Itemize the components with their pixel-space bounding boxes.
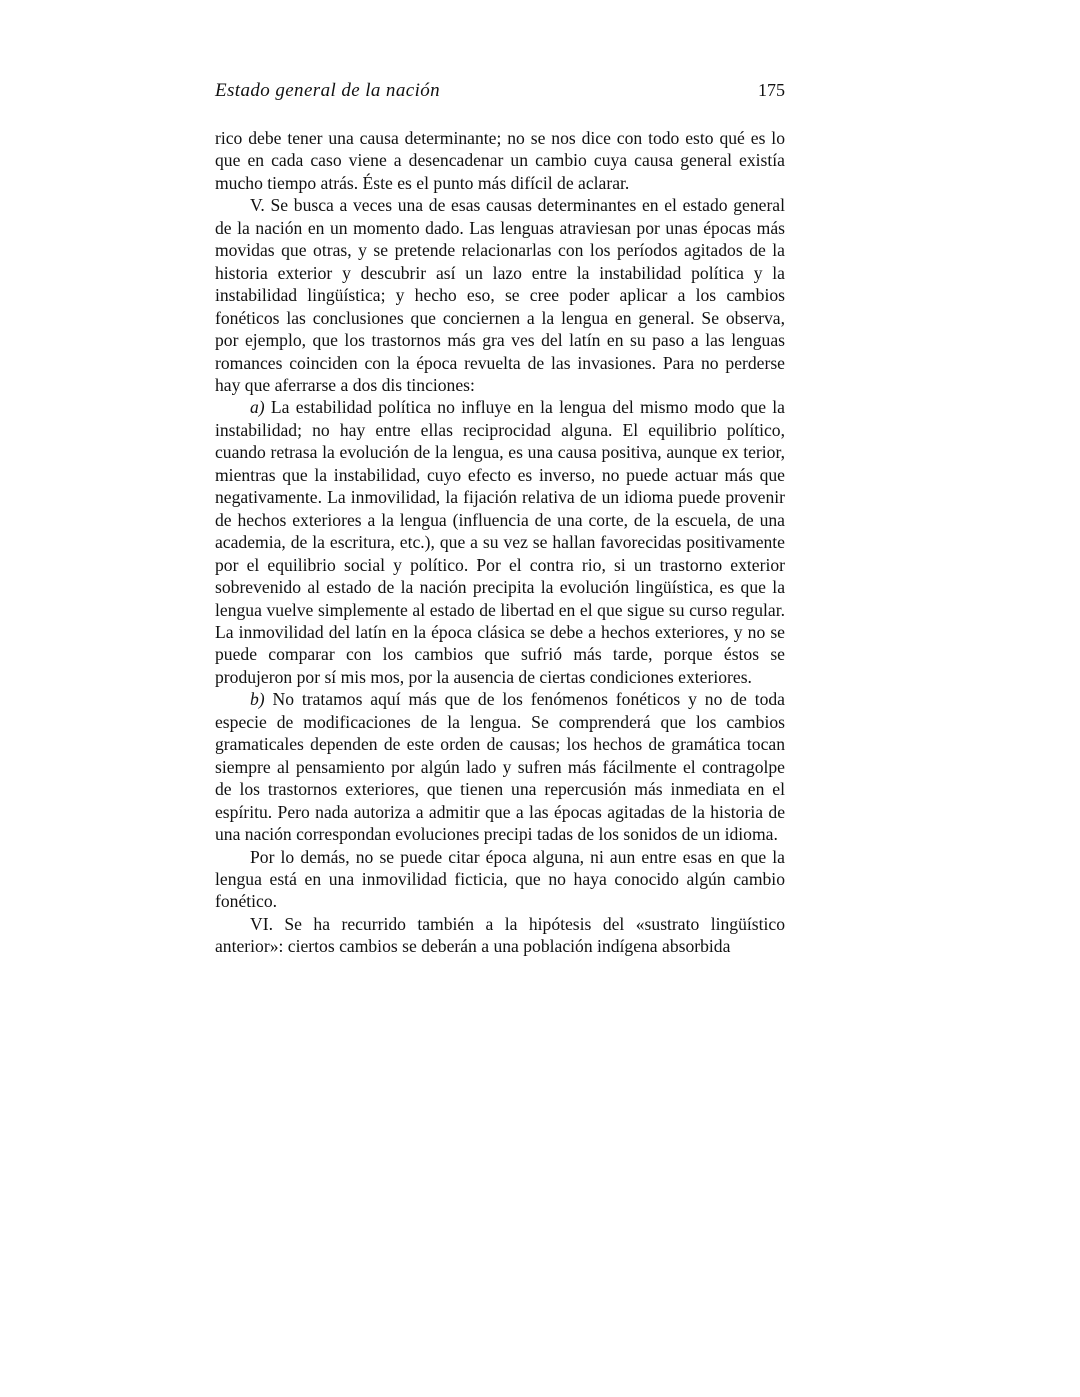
point-label: b) <box>250 689 265 710</box>
book-page <box>215 80 785 958</box>
running-title: Estado general de la nación <box>215 80 441 101</box>
paragraph-section-v <box>215 194 785 396</box>
paragraph-point-a <box>215 396 785 688</box>
paragraph-point-b <box>215 688 785 845</box>
paragraph <box>215 127 785 194</box>
page-number: 175 <box>758 80 785 100</box>
paragraph-text: La estabilidad política no influye en la lengua del mismo modo que la instabilidad; no hay entre ellas reciprocidad alguna. El equilibrio político, cuando retrasa la evolución de la lengua, es una causa positiva, aunque ex terior, mientras que la instabilidad, cuyo efecto es inverso, no puede actuar más que negativamente. La inmovilidad, la fijación relativa de un idioma puede provenir de hechos exteriores a la lengua (influencia de una corte, de la escuela, de una academia, de la escritura, etc.), que a su vez se hallan favorecidas positivamente por el equilibrio social y político. Por el contra rio, si un trastorno exterior sobrevenido al estado de la nación precipita la evolución lingüística, es que la lengua vuelve simplemente al estado de libertad en el que sigue su curso regular. La inmovilidad del latín en la época clásica se debe a hechos exteriores, y no se puede comparar con los cambios que sufrió más tarde, porque éstos se produjeron por sí mis mos, por la ausencia de ciertas condiciones exteriores. <box>215 397 785 687</box>
running-header <box>215 80 785 108</box>
paragraph-text: rico debe tener una causa determinante; no se nos dice con todo esto qué es lo que en cada caso viene a desencadenar un cambio cuya causa general existía mucho tiempo atrás. Éste es el punto más difícil de aclarar. <box>215 128 785 193</box>
paragraph-text: Por lo demás, no se puede citar época alguna, ni aun entre esas en que la lengua está en una inmovilidad ficticia, que no haya conocido algún cambio fonético. <box>215 846 785 912</box>
paragraph-section-vi <box>215 913 785 958</box>
paragraph <box>215 846 785 913</box>
paragraph-text: V. Se busca a veces una de esas causas determinantes en el estado general de la nación en un momento dado. Las lenguas atraviesan por unas épocas más movidas que otras, y se pretende relacionarlas con los períodos agitados de la historia exterior y descubrir así un lazo entre la instabilidad política y la instabilidad lingüística; y hecho eso, se cree poder aplicar a los cambios fonéticos las conclusiones que conciernen a la lengua en general. Se observa, por ejemplo, que los trastornos más gra ves del latín en su paso a las lenguas romances coinciden con la época revuelta de las invasiones. Para no perderse hay que aferrarse a dos dis tinciones: <box>215 195 785 395</box>
body-text <box>215 127 785 958</box>
paragraph-text: No tratamos aquí más que de los fenómenos fonéticos y no de toda especie de modificaciones de la lengua. Se comprenderá que los cambios gramaticales dependen de este orden de causas; los hechos de gramática tocan siempre al pensamiento por algún lado y sufren más fácilmente el contragolpe de los trastornos exteriores, que tienen una repercusión más inmediata en el espíritu. Pero nada autoriza a admitir que a las épocas agitadas de la historia de una nación correspondan evoluciones precipi tadas de los sonidos de un idioma. <box>215 689 785 845</box>
paragraph-text: VI. Se ha recurrido también a la hipótesis del «sustrato lingüístico anterior»: ciertos cambios se deberán a una población indígena absorbida <box>215 913 785 957</box>
point-label: a) <box>250 397 265 418</box>
